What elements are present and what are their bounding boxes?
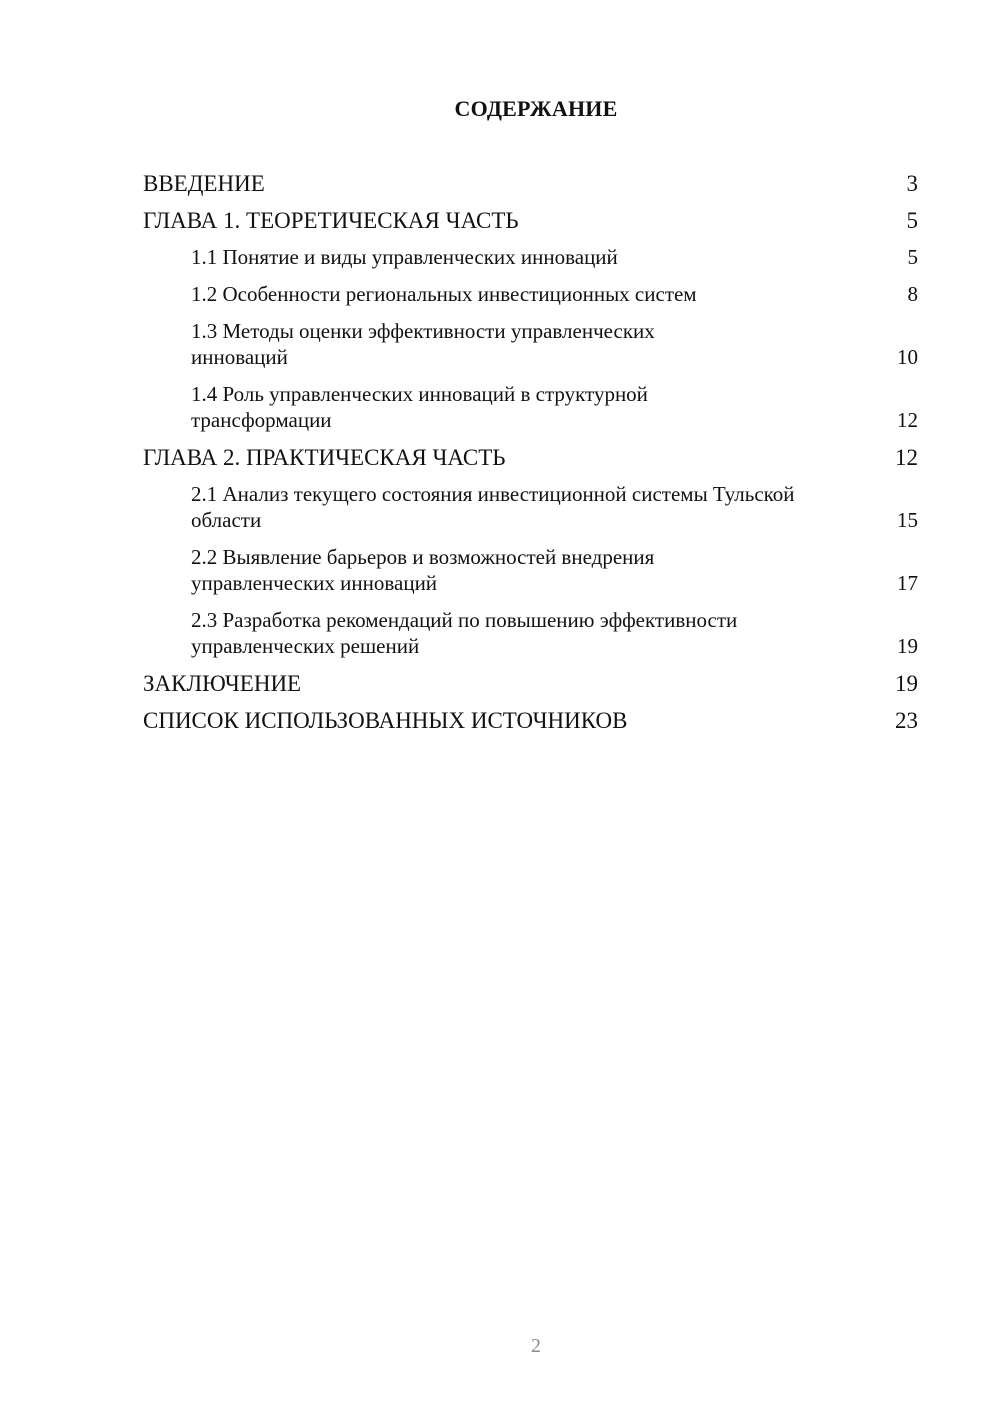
- toc-entry-page: 12: [895, 445, 918, 470]
- page-number: 2: [531, 1335, 541, 1357]
- toc-entry-page: 19: [895, 671, 918, 696]
- toc-entry-title: ВВЕДЕНИЕ: [143, 171, 265, 196]
- toc-entry-section-1-2[interactable]: [143, 281, 918, 307]
- toc-entry-title: 1.2 Особенности региональных инвестиционных систем: [191, 282, 697, 306]
- table-of-contents: [143, 170, 918, 744]
- toc-entry-page: 3: [906, 171, 918, 196]
- toc-entry-page: 5: [906, 208, 918, 233]
- toc-entry-references[interactable]: [143, 707, 918, 735]
- toc-entry-page: 12: [897, 408, 918, 432]
- toc-entry-page: 15: [897, 508, 918, 532]
- toc-entry-conclusion[interactable]: [143, 670, 918, 698]
- toc-entry-chapter-1[interactable]: [143, 207, 918, 235]
- toc-heading: СОДЕРЖАНИЕ: [454, 96, 618, 121]
- toc-entry-section-2-1[interactable]: [143, 481, 918, 533]
- toc-entry-page: 8: [907, 282, 918, 306]
- toc-entry-chapter-2[interactable]: [143, 444, 918, 472]
- toc-entry-section-2-3[interactable]: [143, 607, 918, 659]
- toc-entry-title: 1.1 Понятие и виды управленческих инноваций: [191, 245, 618, 269]
- toc-entry-title: 2.2 Выявление барьеров и возможностей внедрения управленческих инноваций: [191, 545, 655, 595]
- toc-entry-title: СПИСОК ИСПОЛЬЗОВАННЫХ ИСТОЧНИКОВ: [143, 708, 628, 733]
- toc-entry-page: 23: [895, 708, 918, 733]
- toc-entry-section-2-2[interactable]: [143, 544, 918, 596]
- toc-entry-page: 5: [907, 245, 918, 269]
- toc-entry-title: ЗАКЛЮЧЕНИЕ: [143, 671, 302, 696]
- toc-entry-title: 2.1 Анализ текущего состояния инвестиционной системы Тульской области: [191, 482, 795, 532]
- toc-entry-title: ГЛАВА 1. ТЕОРЕТИЧЕСКАЯ ЧАСТЬ: [143, 208, 519, 233]
- toc-entry-page: 17: [897, 571, 918, 595]
- toc-entry-section-1-3[interactable]: [143, 318, 918, 370]
- toc-entry-page: 10: [897, 345, 918, 369]
- toc-entry-introduction[interactable]: [143, 170, 918, 198]
- toc-entry-title: ГЛАВА 2. ПРАКТИЧЕСКАЯ ЧАСТЬ: [143, 445, 506, 470]
- toc-entry-section-1-1[interactable]: [143, 244, 918, 270]
- toc-entry-section-1-4[interactable]: [143, 381, 918, 433]
- toc-entry-title: 1.4 Роль управленческих инноваций в структурной трансформации: [191, 382, 648, 432]
- toc-entry-page: 19: [897, 634, 918, 658]
- toc-entry-title: 1.3 Методы оценки эффективности управленческих инноваций: [191, 319, 655, 369]
- toc-entry-title: 2.3 Разработка рекомендаций по повышению эффективности управленческих решений: [191, 608, 738, 658]
